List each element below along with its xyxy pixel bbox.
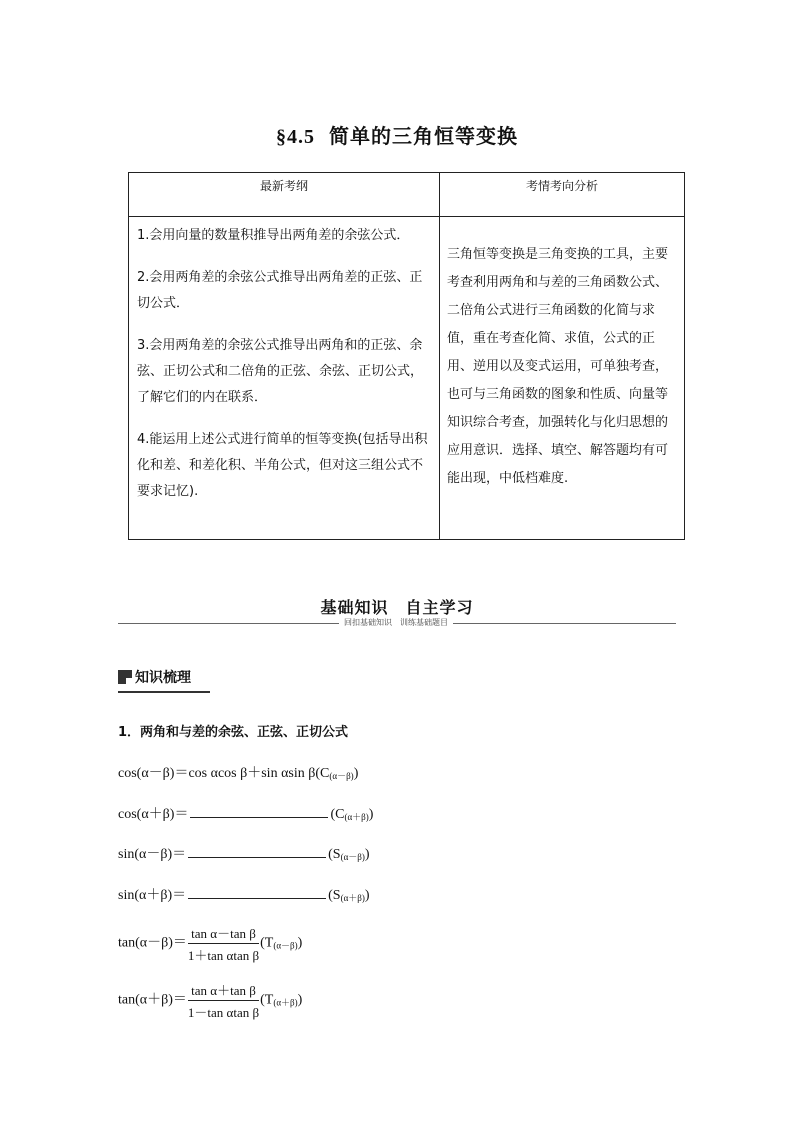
formula-fraction <box>188 980 259 1021</box>
fill-blank[interactable] <box>188 845 326 858</box>
header-latest-syllabus: 最新考纲 <box>129 173 440 217</box>
formula-lhs: tan(α－β)＝ <box>118 935 187 951</box>
formula-lhs: cos(α－β)＝ <box>118 766 189 781</box>
formula-tan-diff: tan(α－β)＝ $\frac{\text{tan α－tan β}}{\text{1＋tan αtan β}}$ (T(α－β)) <box>118 923 302 964</box>
formula-sin-diff: sin(α－β)＝ (S(α－β)) <box>118 847 370 862</box>
formula-lhs: tan(α＋β)＝ <box>118 992 187 1008</box>
syllabus-item-3: 3.会用两角差的余弦公式推导出两角和的正弦、余弦、正切公式和二倍角的正弦、余弦、正切公式，了解它们的内在联系． <box>137 338 424 405</box>
fraction-numerator: tan α－tan β <box>188 923 259 944</box>
knowledge-underline <box>118 691 210 693</box>
fraction-denominator: 1＋tan αtan β <box>187 948 260 963</box>
table-body-row <box>129 217 685 540</box>
section-heading: 基础知识 自主学习 <box>320 598 474 617</box>
analysis-text: 三角恒等变换是三角变换的工具，主要考查利用两角和与差的三角函数公式、二倍角公式进行三角函数的化简与求值，重在考查化简、求值，公式的正用、逆用以及变式运用，可单独考查，也可与三角函数的图象和性质、向量等知识综合考查，加强转化与化归思想的应用意识．选择、填空、解答题均有可能出现，中低档难度. <box>447 247 669 486</box>
syllabus-table <box>128 172 685 540</box>
syllabus-item-4: 4.能运用上述公式进行简单的恒等变换(包括导出积化和差、和差化积、半角公式，但对这三组公式不要求记忆). <box>137 432 428 499</box>
item-1-title: 1．两角和与差的余弦、正弦、正切公式 <box>118 725 349 740</box>
section-title: 简单的三角恒等变换 <box>329 124 518 148</box>
section-number: §4.5 <box>276 126 315 148</box>
formula-tag: T <box>264 992 274 1008</box>
formula-fraction <box>188 923 259 964</box>
formula-tan-sum: tan(α＋β)＝ $\frac{\text{tan α＋tan β}}{\text{1－tan αtan β}}$ (T(α＋β)) <box>118 980 302 1021</box>
fill-blank[interactable] <box>188 886 326 899</box>
formula-tag: C <box>320 766 330 781</box>
formula-tag-sub: (α＋β) <box>273 997 298 1008</box>
table-header-row <box>129 173 685 217</box>
fraction-numerator: tan α＋tan β <box>188 980 259 1001</box>
formula-tag: S <box>332 888 341 903</box>
formula-tag: S <box>332 847 341 862</box>
knowledge-label <box>118 666 210 693</box>
fill-blank[interactable] <box>190 805 328 818</box>
formula-tag-sub: (α－β) <box>329 771 354 781</box>
section-square-icon <box>118 670 132 684</box>
formula-tag-sub: (α－β) <box>340 852 365 862</box>
formula-tag-sub: (α－β) <box>273 940 298 951</box>
analysis-cell <box>440 217 685 540</box>
header-exam-analysis: 考情考向分析 <box>440 173 685 217</box>
formula-tag: C <box>335 807 345 822</box>
formula-rhs: cos αcos β＋sin αsin β <box>188 766 316 781</box>
formula-tag-sub: (α＋β) <box>344 812 369 822</box>
syllabus-cell <box>129 217 440 540</box>
section-subheading: 回扣基础知识 训练基础题目 <box>339 617 453 629</box>
formula-lhs: sin(α－β)＝ <box>118 847 187 862</box>
syllabus-item-1: 1.会用向量的数量积推导出两角差的余弦公式． <box>137 228 410 243</box>
formula-cos-diff: cos(α－β)＝cos αcos β＋sin αsin β(C(α－β)) <box>118 766 359 781</box>
formula-lhs: sin(α＋β)＝ <box>118 888 187 903</box>
formula-tag-sub: (α＋β) <box>340 893 365 903</box>
formula-sin-sum: sin(α＋β)＝ (S(α＋β)) <box>118 888 370 903</box>
formula-tag: T <box>264 935 274 951</box>
formula-lhs: cos(α＋β)＝ <box>118 807 189 822</box>
fraction-denominator: 1－tan αtan β <box>187 1005 260 1020</box>
syllabus-item-2: 2.会用两角差的余弦公式推导出两角差的正弦、正切公式． <box>137 270 423 311</box>
formula-cos-sum: cos(α＋β)＝ (C(α＋β)) <box>118 807 374 822</box>
knowledge-label-text: 知识梳理 <box>135 669 191 686</box>
page-title <box>0 120 794 149</box>
